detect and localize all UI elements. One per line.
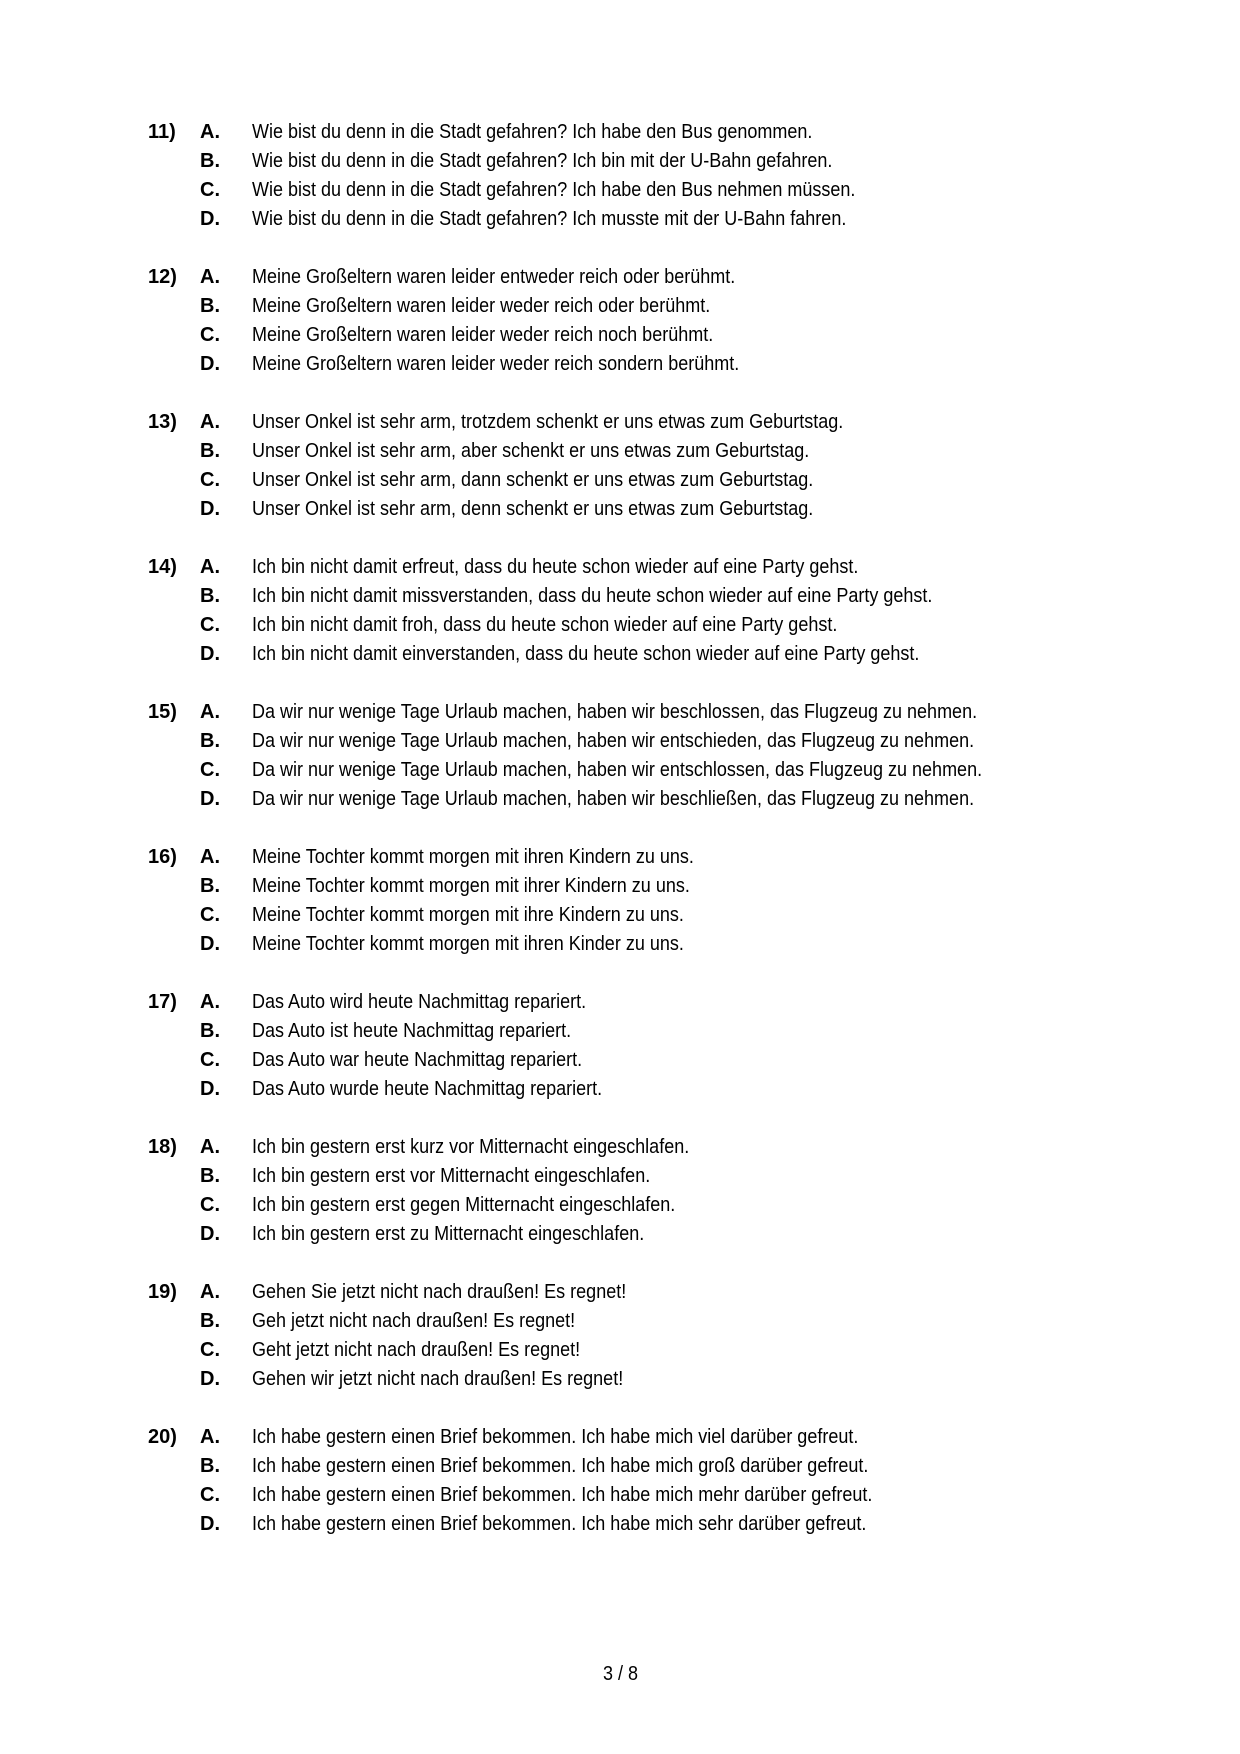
answer-option bbox=[0, 466, 1240, 495]
option-text: Meine Tochter kommt morgen mit ihrer Kindern zu uns. bbox=[252, 875, 690, 897]
option-letter: C. bbox=[200, 179, 220, 201]
option-letter: C. bbox=[200, 1339, 220, 1361]
option-text: Ich bin nicht damit erfreut, dass du heute schon wieder auf eine Party gehst. bbox=[252, 556, 859, 578]
option-letter: C. bbox=[200, 469, 220, 491]
question-number: 19) bbox=[148, 1281, 177, 1303]
answer-option bbox=[0, 321, 1240, 350]
option-letter: C. bbox=[200, 904, 220, 926]
option-letter: C. bbox=[200, 1484, 220, 1506]
option-letter: C. bbox=[200, 759, 220, 781]
question-list bbox=[0, 118, 1240, 1568]
answer-option bbox=[0, 756, 1240, 785]
option-text: Ich habe gestern einen Brief bekommen. Ich habe mich viel darüber gefreut. bbox=[252, 1426, 859, 1448]
answer-option bbox=[0, 1075, 1240, 1104]
option-text: Wie bist du denn in die Stadt gefahren? Ich bin mit der U-Bahn gefahren. bbox=[252, 150, 833, 172]
option-text: Ich bin gestern erst vor Mitternacht eingeschlafen. bbox=[252, 1165, 651, 1187]
question-block bbox=[0, 988, 1240, 1133]
answer-option bbox=[0, 1365, 1240, 1394]
option-letter: B. bbox=[200, 730, 220, 752]
option-letter: B. bbox=[200, 1455, 220, 1477]
option-letter: D. bbox=[200, 643, 220, 665]
option-text: Da wir nur wenige Tage Urlaub machen, haben wir beschlossen, das Flugzeug zu nehmen. bbox=[252, 701, 978, 723]
option-letter: A. bbox=[200, 991, 220, 1013]
answer-option bbox=[0, 611, 1240, 640]
answer-option bbox=[0, 263, 1240, 292]
question-number: 15) bbox=[148, 701, 177, 723]
option-text: Da wir nur wenige Tage Urlaub machen, haben wir entschieden, das Flugzeug zu nehmen. bbox=[252, 730, 975, 752]
option-letter: D. bbox=[200, 1078, 220, 1100]
option-text: Meine Großeltern waren leider weder reich oder berühmt. bbox=[252, 295, 711, 317]
option-letter: A. bbox=[200, 846, 220, 868]
option-letter: C. bbox=[200, 1194, 220, 1216]
option-text: Ich bin gestern erst gegen Mitternacht eingeschlafen. bbox=[252, 1194, 676, 1216]
option-letter: A. bbox=[200, 121, 220, 143]
option-text: Ich bin nicht damit missverstanden, dass du heute schon wieder auf eine Party gehst. bbox=[252, 585, 933, 607]
question-block bbox=[0, 843, 1240, 988]
answer-option bbox=[0, 582, 1240, 611]
option-letter: B. bbox=[200, 295, 220, 317]
question-block bbox=[0, 553, 1240, 698]
option-letter: D. bbox=[200, 498, 220, 520]
question-block bbox=[0, 263, 1240, 408]
option-letter: D. bbox=[200, 788, 220, 810]
option-letter: A. bbox=[200, 1281, 220, 1303]
answer-option bbox=[0, 1423, 1240, 1452]
option-letter: C. bbox=[200, 1049, 220, 1071]
answer-option bbox=[0, 1510, 1240, 1539]
option-text: Unser Onkel ist sehr arm, trotzdem schenkt er uns etwas zum Geburtstag. bbox=[252, 411, 844, 433]
question-number: 12) bbox=[148, 266, 177, 288]
answer-option bbox=[0, 1307, 1240, 1336]
option-text: Meine Tochter kommt morgen mit ihre Kindern zu uns. bbox=[252, 904, 684, 926]
question-number: 11) bbox=[148, 121, 176, 143]
option-letter: A. bbox=[200, 411, 220, 433]
question-block bbox=[0, 408, 1240, 553]
answer-option bbox=[0, 176, 1240, 205]
answer-option bbox=[0, 147, 1240, 176]
option-letter: B. bbox=[200, 1310, 220, 1332]
answer-option bbox=[0, 350, 1240, 379]
option-letter: D. bbox=[200, 1223, 220, 1245]
answer-option bbox=[0, 495, 1240, 524]
answer-option bbox=[0, 408, 1240, 437]
question-number: 20) bbox=[148, 1426, 177, 1448]
option-text: Ich bin nicht damit froh, dass du heute schon wieder auf eine Party gehst. bbox=[252, 614, 838, 636]
option-text: Wie bist du denn in die Stadt gefahren? Ich musste mit der U-Bahn fahren. bbox=[252, 208, 847, 230]
option-letter: D. bbox=[200, 353, 220, 375]
option-letter: C. bbox=[200, 614, 220, 636]
question-block bbox=[0, 1133, 1240, 1278]
option-text: Meine Tochter kommt morgen mit ihren Kindern zu uns. bbox=[252, 846, 694, 868]
option-text: Geht jetzt nicht nach draußen! Es regnet! bbox=[252, 1339, 581, 1361]
answer-option bbox=[0, 1162, 1240, 1191]
answer-option bbox=[0, 437, 1240, 466]
answer-option bbox=[0, 988, 1240, 1017]
option-letter: A. bbox=[200, 1136, 220, 1158]
option-text: Meine Großeltern waren leider weder reich sondern berühmt. bbox=[252, 353, 740, 375]
option-letter: B. bbox=[200, 150, 220, 172]
question-number: 13) bbox=[148, 411, 177, 433]
answer-option bbox=[0, 1452, 1240, 1481]
question-block bbox=[0, 1423, 1240, 1568]
option-text: Unser Onkel ist sehr arm, aber schenkt er uns etwas zum Geburtstag. bbox=[252, 440, 810, 462]
option-text: Da wir nur wenige Tage Urlaub machen, haben wir entschlossen, das Flugzeug zu nehmen. bbox=[252, 759, 983, 781]
question-block bbox=[0, 118, 1240, 263]
question-number: 18) bbox=[148, 1136, 177, 1158]
option-text: Gehen Sie jetzt nicht nach draußen! Es regnet! bbox=[252, 1281, 627, 1303]
answer-option bbox=[0, 1278, 1240, 1307]
answer-option bbox=[0, 292, 1240, 321]
option-letter: B. bbox=[200, 1020, 220, 1042]
option-text: Ich habe gestern einen Brief bekommen. Ich habe mich mehr darüber gefreut. bbox=[252, 1484, 873, 1506]
option-letter: B. bbox=[200, 1165, 220, 1187]
option-text: Das Auto ist heute Nachmittag repariert. bbox=[252, 1020, 572, 1042]
option-letter: A. bbox=[200, 1426, 220, 1448]
answer-option bbox=[0, 640, 1240, 669]
answer-option bbox=[0, 727, 1240, 756]
option-text: Unser Onkel ist sehr arm, dann schenkt er uns etwas zum Geburtstag. bbox=[252, 469, 814, 491]
answer-option bbox=[0, 901, 1240, 930]
answer-option bbox=[0, 785, 1240, 814]
option-text: Unser Onkel ist sehr arm, denn schenkt er uns etwas zum Geburtstag. bbox=[252, 498, 814, 520]
option-text: Geh jetzt nicht nach draußen! Es regnet! bbox=[252, 1310, 576, 1332]
option-letter: A. bbox=[200, 266, 220, 288]
option-letter: D. bbox=[200, 933, 220, 955]
page-footer bbox=[0, 1660, 1240, 1688]
answer-option bbox=[0, 553, 1240, 582]
option-text: Gehen wir jetzt nicht nach draußen! Es regnet! bbox=[252, 1368, 624, 1390]
option-letter: C. bbox=[200, 324, 220, 346]
option-letter: B. bbox=[200, 875, 220, 897]
answer-option bbox=[0, 872, 1240, 901]
option-text: Ich bin gestern erst kurz vor Mitternacht eingeschlafen. bbox=[252, 1136, 690, 1158]
answer-option bbox=[0, 1336, 1240, 1365]
option-text: Meine Großeltern waren leider entweder reich oder berühmt. bbox=[252, 266, 736, 288]
question-number: 16) bbox=[148, 846, 177, 868]
question-number: 14) bbox=[148, 556, 177, 578]
answer-option bbox=[0, 698, 1240, 727]
option-letter: D. bbox=[200, 1513, 220, 1535]
answer-option bbox=[0, 1046, 1240, 1075]
option-letter: D. bbox=[200, 208, 220, 230]
answer-option bbox=[0, 1191, 1240, 1220]
answer-option bbox=[0, 1220, 1240, 1249]
option-text: Da wir nur wenige Tage Urlaub machen, haben wir beschließen, das Flugzeug zu nehmen. bbox=[252, 788, 975, 810]
answer-option bbox=[0, 1133, 1240, 1162]
option-text: Meine Großeltern waren leider weder reich noch berühmt. bbox=[252, 324, 714, 346]
option-text: Wie bist du denn in die Stadt gefahren? Ich habe den Bus genommen. bbox=[252, 121, 813, 143]
option-text: Wie bist du denn in die Stadt gefahren? Ich habe den Bus nehmen müssen. bbox=[252, 179, 856, 201]
answer-option bbox=[0, 843, 1240, 872]
option-letter: B. bbox=[200, 585, 220, 607]
option-letter: D. bbox=[200, 1368, 220, 1390]
answer-option bbox=[0, 205, 1240, 234]
option-text: Ich habe gestern einen Brief bekommen. Ich habe mich groß darüber gefreut. bbox=[252, 1455, 869, 1477]
question-block bbox=[0, 1278, 1240, 1423]
answer-option bbox=[0, 118, 1240, 147]
option-text: Das Auto wird heute Nachmittag repariert. bbox=[252, 991, 587, 1013]
question-number: 17) bbox=[148, 991, 177, 1013]
option-text: Das Auto wurde heute Nachmittag repariert. bbox=[252, 1078, 603, 1100]
option-text: Ich habe gestern einen Brief bekommen. Ich habe mich sehr darüber gefreut. bbox=[252, 1513, 867, 1535]
option-text: Meine Tochter kommt morgen mit ihren Kinder zu uns. bbox=[252, 933, 684, 955]
option-letter: B. bbox=[200, 440, 220, 462]
answer-option bbox=[0, 1017, 1240, 1046]
option-text: Ich bin gestern erst zu Mitternacht eingeschlafen. bbox=[252, 1223, 645, 1245]
question-block bbox=[0, 698, 1240, 843]
option-letter: A. bbox=[200, 556, 220, 578]
option-text: Das Auto war heute Nachmittag repariert. bbox=[252, 1049, 583, 1071]
option-letter: A. bbox=[200, 701, 220, 723]
option-text: Ich bin nicht damit einverstanden, dass du heute schon wieder auf eine Party gehst. bbox=[252, 643, 920, 665]
answer-option bbox=[0, 930, 1240, 959]
page-number: 3 / 8 bbox=[602, 1663, 638, 1685]
answer-option bbox=[0, 1481, 1240, 1510]
